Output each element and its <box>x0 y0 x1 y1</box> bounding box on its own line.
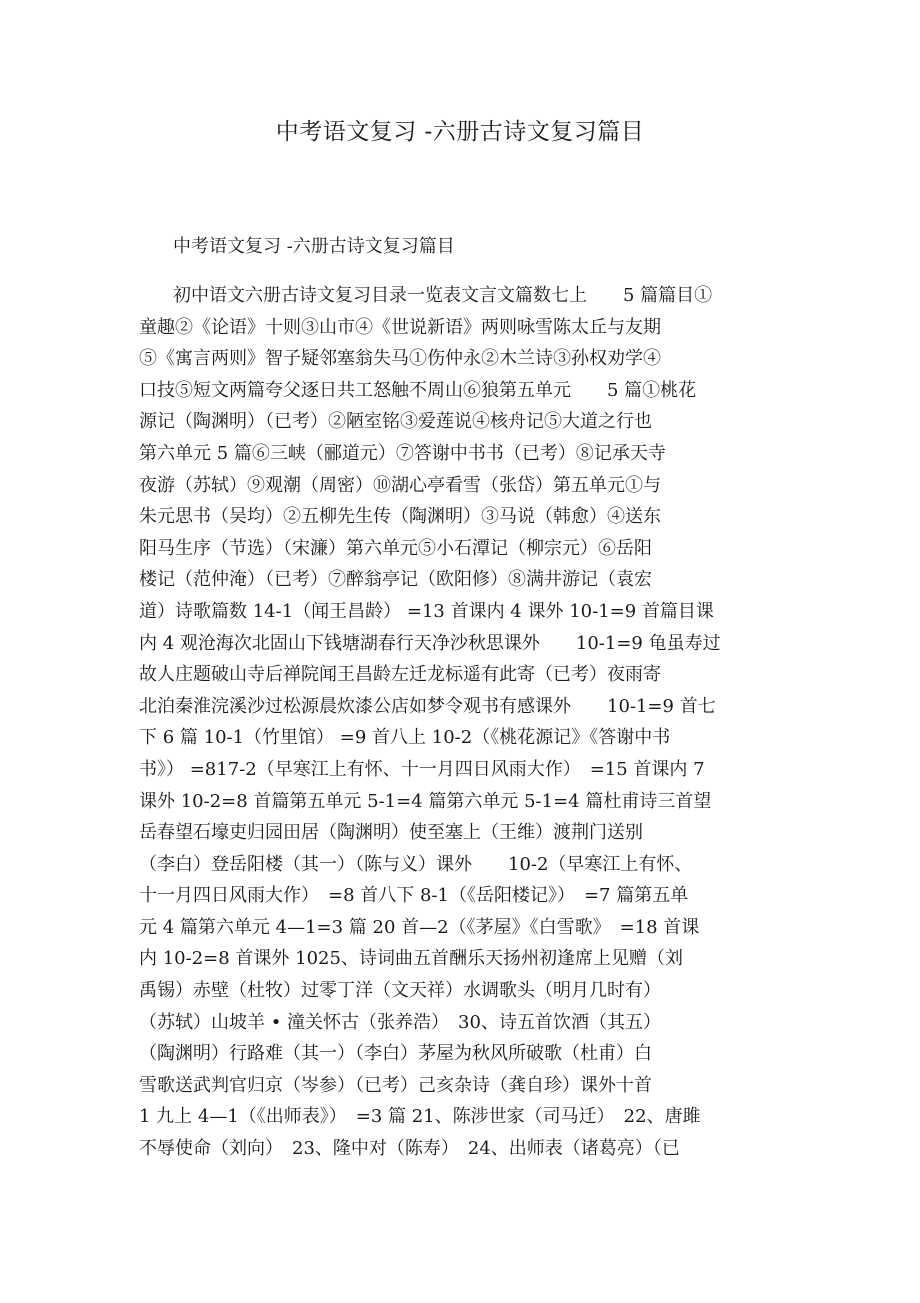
text-line: 雪歌送武判官归京（岑参）（已考）己亥杂诗（龚自珍）课外十首 <box>139 1074 652 1096</box>
text-line: 1 九上 4—1（《出师表》） =3 篇 21、陈涉世家（司马迁） 22、唐雎 <box>139 1106 701 1128</box>
text-line: 内 4 观沧海次北固山下钱塘湖春行天净沙秋思课外 10-1=9 龟虽寿过 <box>139 632 721 654</box>
text-line: 第六单元 5 篇⑥三峡（郦道元）⑦答谢中书书（已考）⑧记承天寺 <box>139 442 666 464</box>
text-line: （李白）登岳阳楼（其一）（陈与义）课外 10-2（早寒江上有怀、 <box>139 853 693 875</box>
text-line: 北泊秦淮浣溪沙过松源晨炊漆公店如梦令观书有感课外 10-1=9 首七 <box>139 695 716 717</box>
text-line: 内 10-2=8 首课外 1025、诗词曲五首酬乐天扬州初逢席上见赠（刘 <box>139 948 683 970</box>
text-line: 朱元思书（吴均）②五柳先生传（陶渊明）③马说（韩愈）④送东 <box>139 506 661 528</box>
text-line: 禹锡）赤壁（杜牧）过零丁洋（文天祥）水调歌头（明月几时有） <box>139 980 661 1002</box>
body-text <box>139 280 789 1165</box>
text-line: 口技⑤短文两篇夸父逐日共工怒触不周山⑥狼第五单元 5 篇①桃花 <box>139 379 697 401</box>
text-line: 岳春望石壕吏归园田居（陶渊明）使至塞上（王维）渡荆门送别 <box>139 822 643 844</box>
text-line: （苏轼）山坡羊 • 潼关怀古（张养浩） 30、诗五首饮酒（其五） <box>139 1011 661 1033</box>
text-line: 不辱使命（刘向） 23、隆中对（陈寿） 24、出师表（诸葛亮）（已 <box>139 1138 680 1160</box>
text-line: 十一月四日风雨大作） =8 首八下 8-1（《岳阳楼记》） =7 篇第五单 <box>139 885 689 907</box>
text-line: 楼记（范仲淹）（已考）⑦醉翁亭记（欧阳修）⑧满井游记（袁宏 <box>139 569 652 591</box>
section-heading: 中考语文复习 -六册古诗文复习篇目 <box>173 236 455 257</box>
page-title: 中考语文复习 -六册古诗文复习篇目 <box>275 119 645 145</box>
text-line: 源记（陶渊明）（已考）②陋室铭③爱莲说④核舟记⑤大道之行也 <box>139 411 652 433</box>
text-line: 故人庄题破山寺后禅院闻王昌龄左迁龙标遥有此寄（已考）夜雨寄 <box>139 664 661 686</box>
text-line: 元 4 篇第六单元 4—1=3 篇 20 首—2（《茅屋》《白雪歌》 =18 首课 <box>139 916 700 938</box>
text-line: 下 6 篇 10-1（竹里馆） =9 首八上 10-2（《桃花源记》《答谢中书 <box>139 727 671 749</box>
text-line: 课外 10-2=8 首篇第五单元 5-1=4 篇第六单元 5-1=4 篇杜甫诗三首望 <box>139 790 712 812</box>
text-line: 书》） =817-2（早寒江上有怀、十一月四日风雨大作） =15 首课内 7 <box>139 758 705 780</box>
text-line: 阳马生序（节选）（宋濂）第六单元⑤小石潭记（柳宗元）⑥岳阳 <box>139 537 652 559</box>
text-line: ⑤《寓言两则》智子疑邻塞翁失马①伤仲永②木兰诗③孙权劝学④ <box>139 348 661 370</box>
text-line: 夜游（苏轼）⑨观潮（周密）⑩湖心亭看雪（张岱）第五单元①与 <box>139 474 661 496</box>
text-line: 童趣②《论语》十则③山市④《世说新语》两则咏雪陈太丘与友期 <box>139 316 661 338</box>
text-line: （陶渊明）行路难（其一）（李白）茅屋为秋风所破歌（杜甫）白 <box>139 1043 652 1065</box>
text-line: 初中语文六册古诗文复习目录一览表文言文篇数七上 5 篇篇目① <box>173 285 713 306</box>
text-line: 道）诗歌篇数 14-1（闻王昌龄） =13 首课内 4 课外 10-1=9 首篇目课 <box>139 600 714 622</box>
